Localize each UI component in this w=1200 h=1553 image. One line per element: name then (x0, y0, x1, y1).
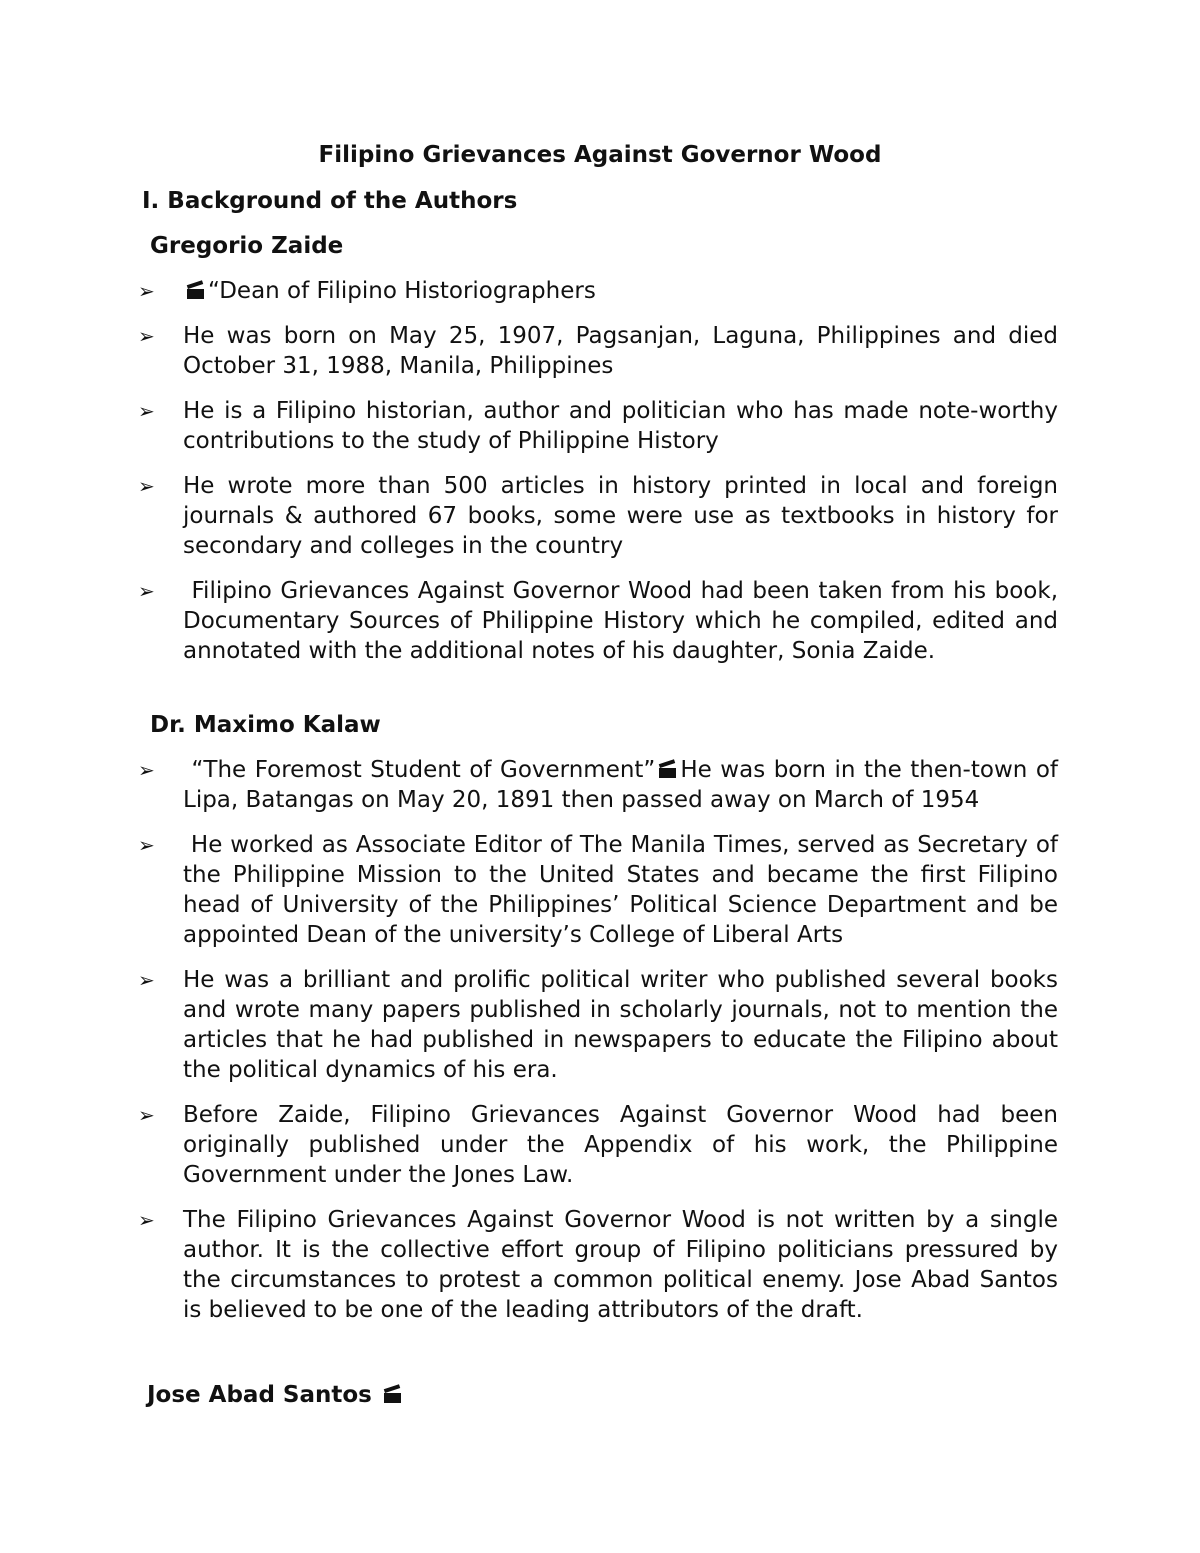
list-item (138, 471, 1058, 561)
list-item (138, 396, 1058, 456)
author-name: Jose Abad Santos (147, 1382, 372, 1408)
arrow-bullet-icon: ➢ (138, 833, 155, 857)
arrow-bullet-icon: ➢ (138, 279, 155, 303)
bullet-text: He was a brilliant and prolific political writer who published several books and wrote many papers published in scholarly journals, not to mention the articles that he had published in newspapers to educate the Filipino about the political dynamics of his era. (183, 967, 1058, 1083)
section-heading: I. Background of the Authors (142, 188, 518, 214)
arrow-bullet-icon: ➢ (138, 579, 155, 603)
bullet-text: Filipino Grievances Against Governor Wood had been taken from his book, Documentary Sources of Philippine History which he compiled, edited and annotated with the additional notes of his daughter, Sonia Zaide. (183, 578, 1066, 664)
author-heading-kalaw: Dr. Maximo Kalaw (150, 712, 381, 738)
bullet-text: He worked as Associate Editor of The Manila Times, served as Secretary of the Philippine Mission to the United States and became the first Filipino head of University of the Philippines’ Political Science Department and be appointed Dean of the university’s College of Liberal Arts (183, 832, 1066, 948)
author-heading-abad-santos (147, 1378, 405, 1412)
list-item (138, 755, 1058, 815)
list-item (138, 965, 1058, 1085)
clapperboard-icon (384, 1388, 401, 1403)
arrow-bullet-icon: ➢ (138, 399, 155, 423)
bullet-list-kalaw (138, 755, 1066, 1340)
bullet-text: Before Zaide, Filipino Grievances Against Governor Wood had been originally published under the Appendix of his work, the Philippine Government under the Jones Law. (183, 1102, 1058, 1188)
list-item (138, 321, 1058, 381)
list-item (138, 830, 1066, 950)
arrow-bullet-icon: ➢ (138, 324, 155, 348)
arrow-bullet-icon: ➢ (138, 474, 155, 498)
arrow-bullet-icon: ➢ (138, 1103, 155, 1127)
bullet-text: “Dean of Filipino Historiographers (208, 278, 596, 304)
list-item (138, 276, 1058, 306)
clapperboard-icon (187, 284, 204, 299)
bullet-list-zaide (138, 276, 1066, 681)
bullet-quote: “The Foremost Student of Government” (183, 757, 656, 783)
bullet-text: He is a Filipino historian, author and politician who has made note-worthy contributions to the study of Philippine History (183, 398, 1058, 454)
list-item (138, 576, 1066, 666)
document-title: Filipino Grievances Against Governor Wood (318, 142, 882, 168)
clapperboard-icon (659, 763, 676, 778)
arrow-bullet-icon: ➢ (138, 968, 155, 992)
arrow-bullet-icon: ➢ (138, 758, 155, 782)
arrow-bullet-icon: ➢ (138, 1208, 155, 1232)
list-item (138, 1205, 1058, 1325)
bullet-text: He was born on May 25, 1907, Pagsanjan, Laguna, Philippines and died October 31, 1988, Manila, Philippines (183, 323, 1058, 379)
bullet-text: He wrote more than 500 articles in history printed in local and foreign journals & authored 67 books, some were use as textbooks in history for secondary and colleges in the country (183, 473, 1058, 559)
bullet-text: He was born in the then-town of Lipa, Batangas on May 20, 1891 then passed away on March of 1954 (183, 757, 1059, 813)
bullet-text: The Filipino Grievances Against Governor Wood is not written by a single author. It is the collective effort group of Filipino politicians pressured by the circumstances to protest a common political enemy. Jose Abad Santos is believed to be one of the leading attributors of the draft. (183, 1207, 1058, 1323)
list-item (138, 1100, 1058, 1190)
author-heading-zaide: Gregorio Zaide (150, 233, 344, 259)
